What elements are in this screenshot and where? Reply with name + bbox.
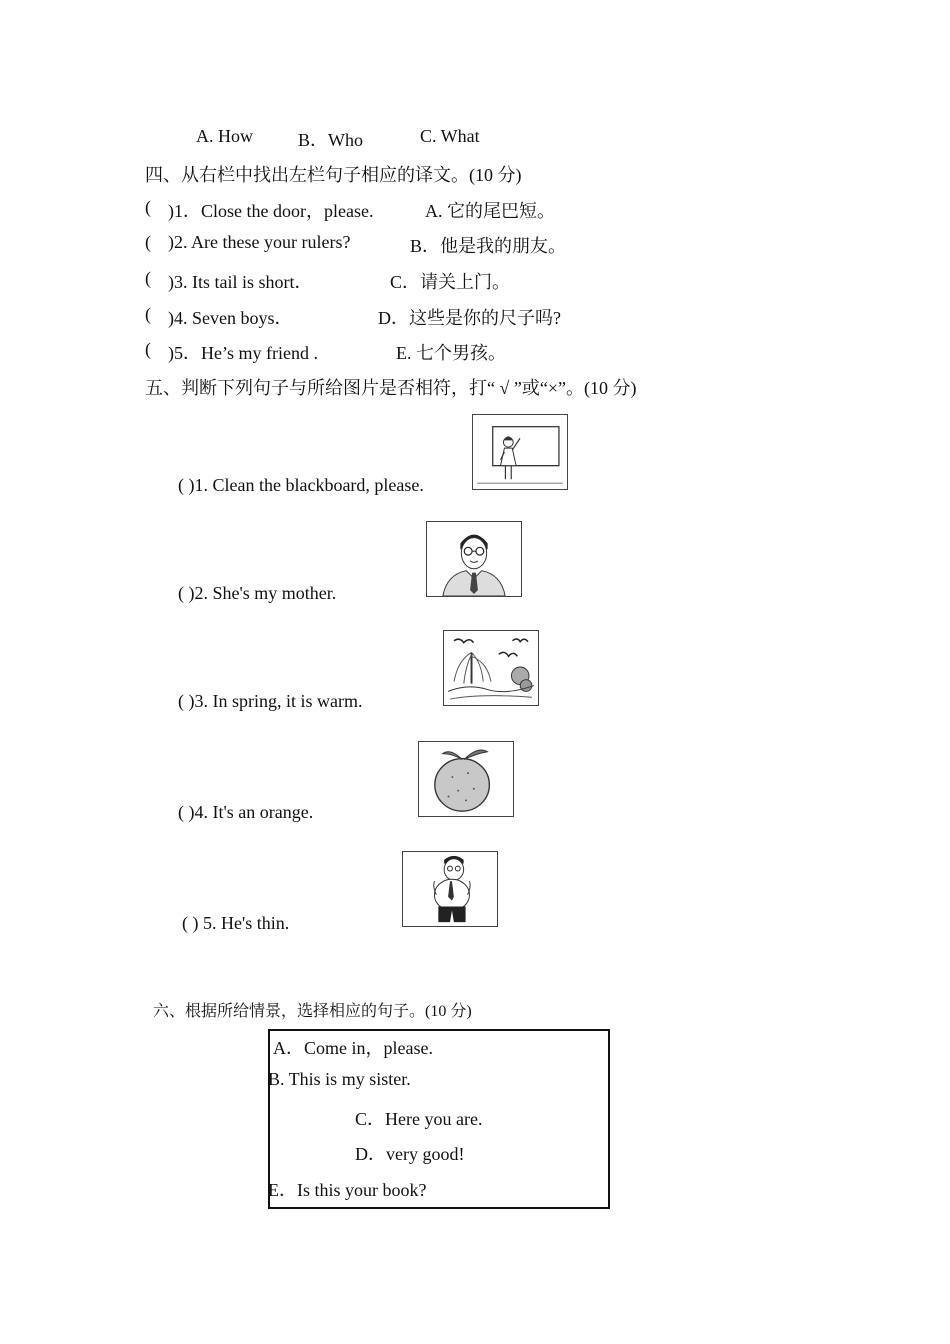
answer-paren: (: [145, 232, 151, 252]
answer-paren: (: [145, 197, 151, 217]
picture-item-text: ( )3. In spring, it is warm.: [178, 691, 363, 711]
section6-title: 六、根据所给情景，选择相应的句子。(10 分): [153, 1003, 472, 1020]
option-a: A. How: [196, 126, 253, 146]
section4-title: 四、从右栏中找出左栏句子相应的译文。(10 分): [145, 165, 522, 185]
option-b: B. This is my sister.: [268, 1069, 411, 1089]
spring-scene-picture: [443, 630, 539, 706]
picture-item-text: ( ) 5. He's thin.: [182, 913, 290, 933]
option-c: C. What: [420, 126, 480, 146]
option-c: C．Here you are.: [355, 1109, 483, 1129]
orange-picture: [418, 741, 514, 817]
answer-paren: (: [145, 304, 151, 324]
man-glasses-picture: [426, 521, 522, 597]
answer-paren: (: [145, 268, 151, 288]
row-chinese: C．请关上门。: [390, 272, 511, 292]
row-chinese: A. 它的尾巴短。: [425, 201, 555, 221]
picture-item-text: ( )1. Clean the blackboard, please.: [178, 475, 424, 495]
option-d: D．very good!: [355, 1144, 465, 1164]
row-english: )2. Are these your rulers?: [168, 232, 351, 252]
row-chinese: D．这些是你的尺子吗?: [378, 308, 561, 328]
picture-item-text: ( )2. She's my mother.: [178, 583, 337, 603]
answer-paren: (: [145, 339, 151, 359]
row-english: )5．He’s my friend .: [168, 343, 318, 363]
row-chinese: B．他是我的朋友。: [410, 236, 567, 256]
row-english: )4. Seven boys．: [168, 308, 293, 328]
option-e: E．Is this your book?: [268, 1180, 427, 1200]
row-english: )3. Its tail is short．: [168, 272, 313, 292]
girl-blackboard-picture: [472, 414, 568, 490]
row-english: )1．Close the door，please.: [168, 201, 374, 221]
row-chinese: E. 七个男孩。: [396, 343, 506, 363]
option-a: A．Come in，please.: [273, 1038, 433, 1058]
picture-item-text: ( )4. It's an orange.: [178, 802, 314, 822]
section5-title: 五、判断下列句子与所给图片是否相符，打“ √ ”或“×”。(10 分): [145, 378, 637, 398]
option-b: B．Who: [298, 130, 363, 150]
fat-man-picture: [402, 851, 498, 927]
